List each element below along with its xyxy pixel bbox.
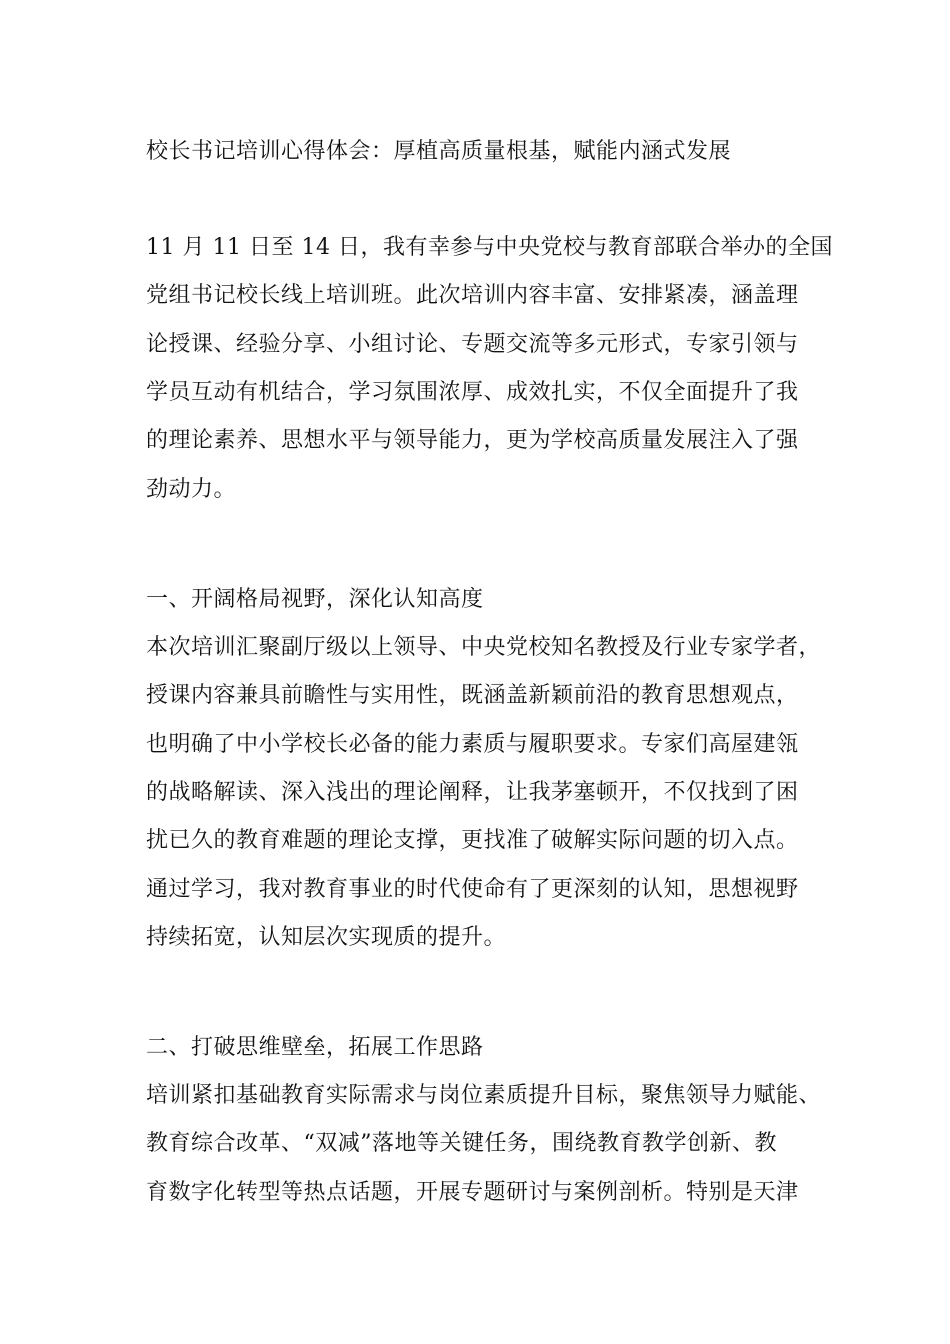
section1-line-4: 的战略解读、深入浅出的理论阐释，让我茅塞顿开，不仅找到了困 [146,780,799,805]
section2-heading: 二、打破思维壁垒，拓展工作思路 [146,1035,484,1060]
section1-line-3: 也明确了中小学校长必备的能力素质与履职要求。专家们高屋建瓴 [146,732,799,757]
section1-line-5: 扰已久的教育难题的理论支撑，更找准了破解实际问题的切入点。 [146,828,799,853]
intro-line-6: 劲动力。 [146,477,237,502]
section2-line-2: 教育综合改革、“双减”落地等关键任务，围绕教育教学创新、教 [146,1131,777,1156]
document-title: 校长书记培训心得体会：厚植高质量根基，赋能内涵式发展 [146,139,732,164]
section1-heading: 一、开阔格局视野，深化认知高度 [146,587,484,612]
section2-line-1: 培训紧扣基础教育实际需求与岗位素质提升目标，聚焦领导力赋能、 [146,1083,822,1108]
intro-line-5: 的理论素养、思想水平与领导能力，更为学校高质量发展注入了强 [146,428,799,453]
intro-line-3: 论授课、经验分享、小组讨论、专题交流等多元形式，专家引领与 [146,332,799,357]
intro-line-2: 党组书记校长线上培训班。此次培训内容丰富、安排紧凑，涵盖理 [146,283,799,308]
intro-line-4: 学员互动有机结合，学习氛围浓厚、成效扎实，不仅全面提升了我 [146,380,799,405]
section2-line-3: 育数字化转型等热点话题，开展专题研讨与案例剖析。特别是天津 [146,1180,799,1205]
section1-line-6: 通过学习，我对教育事业的时代使命有了更深刻的认知，思想视野 [146,877,799,902]
intro-line-1: 11 月 11 日至 14 日，我有幸参与中央党校与教育部联合举办的全国 [146,235,833,260]
section1-line-7: 持续拓宽，认知层次实现质的提升。 [146,925,507,950]
section1-line-1: 本次培训汇聚副厅级以上领导、中央党校知名教授及行业专家学者， [146,635,822,660]
section1-line-2: 授课内容兼具前瞻性与实用性，既涵盖新颖前沿的教育思想观点， [146,683,799,708]
